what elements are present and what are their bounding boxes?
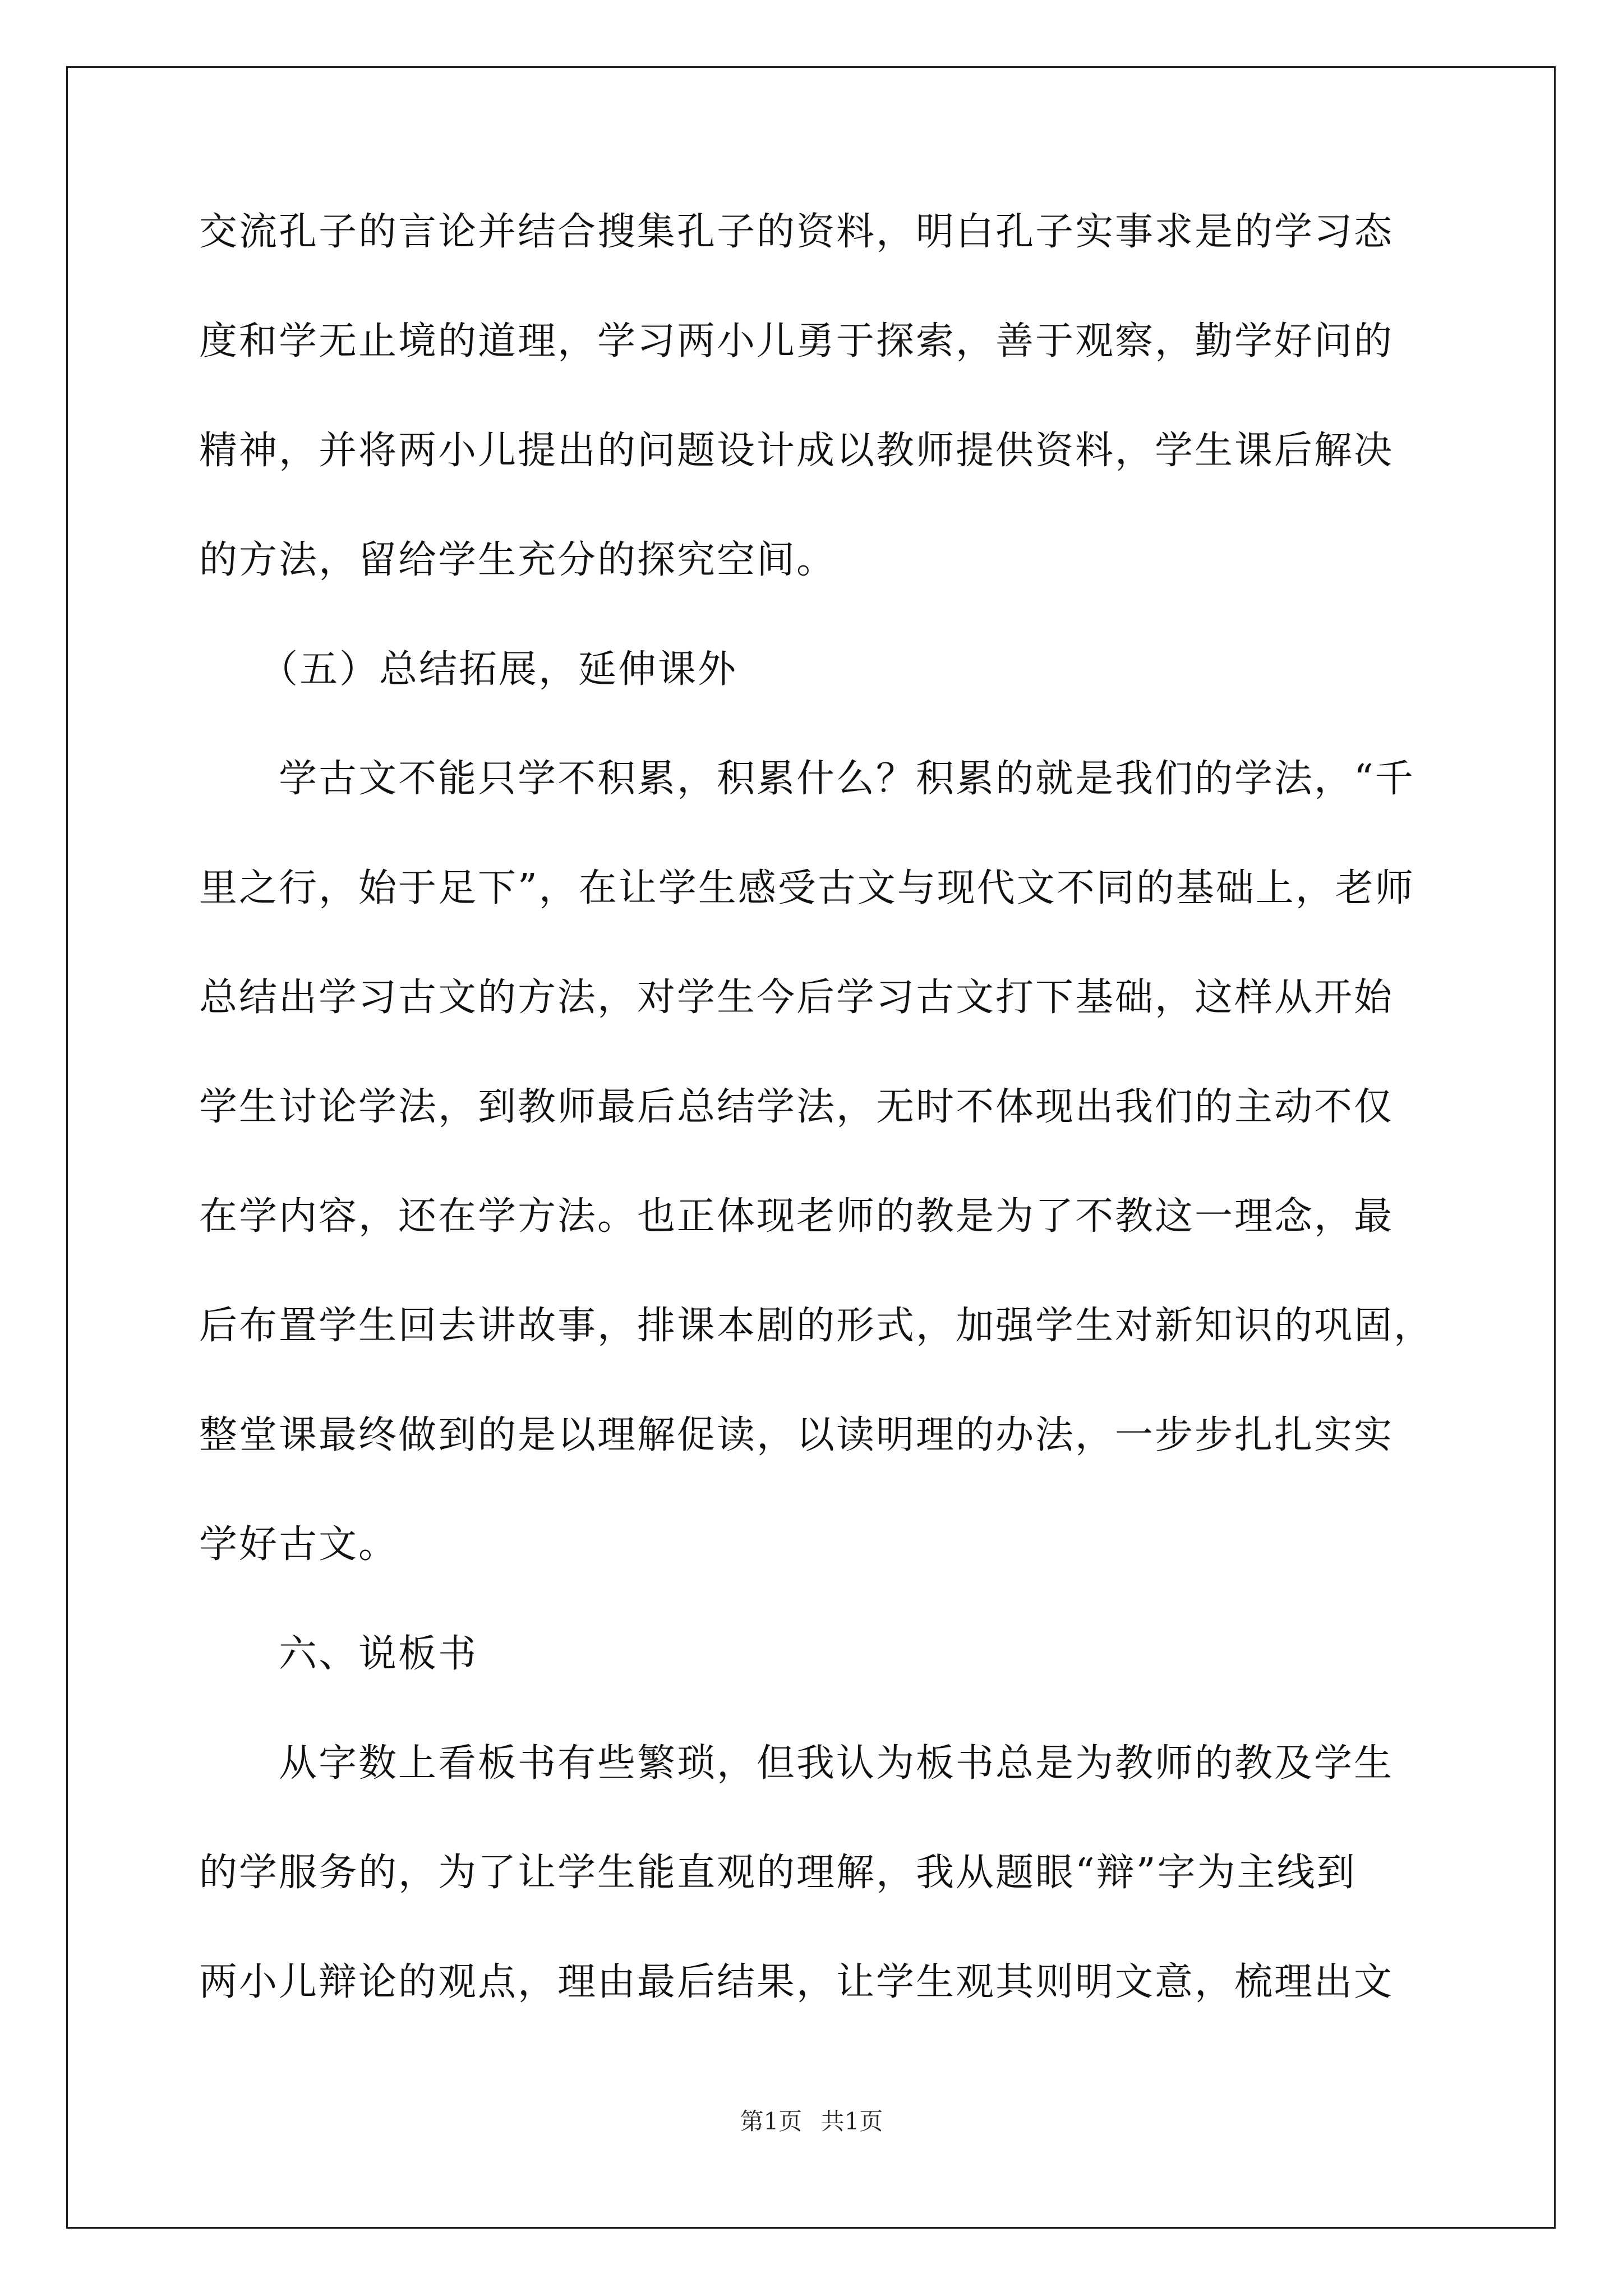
text-line: 里之行，始于足下”，在让学生感受古文与现代文不同的基础上，老师 [199,866,1415,910]
document-body [199,210,1434,2073]
text-line: 总结出学习古文的方法，对学生今后学习古文打下基础，这样从开始 [199,976,1394,1020]
page-footer [0,2108,1623,2135]
text-line: 从字数上看板书有些繁琐，但我认为板书总是为教师的教及学生 [199,1741,1394,1786]
text-line: 整堂课最终做到的是以理解促读，以读明理的办法，一步步扎扎实实 [199,1413,1394,1457]
text-line: 在学内容，还在学方法。也正体现老师的教是为了不教这一理念，最 [199,1194,1394,1239]
text-line: 两小儿辩论的观点，理由最后结果，让学生观其则明文意，梳理出文 [199,1960,1394,2004]
text-line: 学生讨论学法，到教师最后总结学法，无时不体现出我们的主动不仅 [199,1085,1394,1129]
page-number: 第1页 [740,2108,803,2135]
section-heading: （五）总结拓展，延伸课外 [199,647,738,692]
text-line: 精神，并将两小儿提出的问题设计成以教师提供资料，学生课后解决 [199,429,1394,473]
text-line: 学好古文。 [199,1522,399,1567]
page-total: 共1页 [820,2108,883,2135]
text-line: 后布置学生回去讲故事，排课本剧的形式，加强学生对新知识的巩固， [199,1304,1434,1348]
section-heading: 六、说板书 [199,1632,478,1676]
text-line: 度和学无止境的道理，学习两小儿勇于探索，善于观察，勤学好问的 [199,319,1394,364]
text-line: 交流孔子的言论并结合搜集孔子的资料，明白孔子实事求是的学习态 [199,210,1394,254]
text-line: 的方法，留给学生充分的探究空间。 [199,538,837,582]
text-line: 学古文不能只学不积累，积累什么？积累的就是我们的学法，“千 [199,757,1415,801]
text-line: 的学服务的，为了让学生能直观的理解，我从题眼“辩”字为主线到 [199,1851,1357,1895]
